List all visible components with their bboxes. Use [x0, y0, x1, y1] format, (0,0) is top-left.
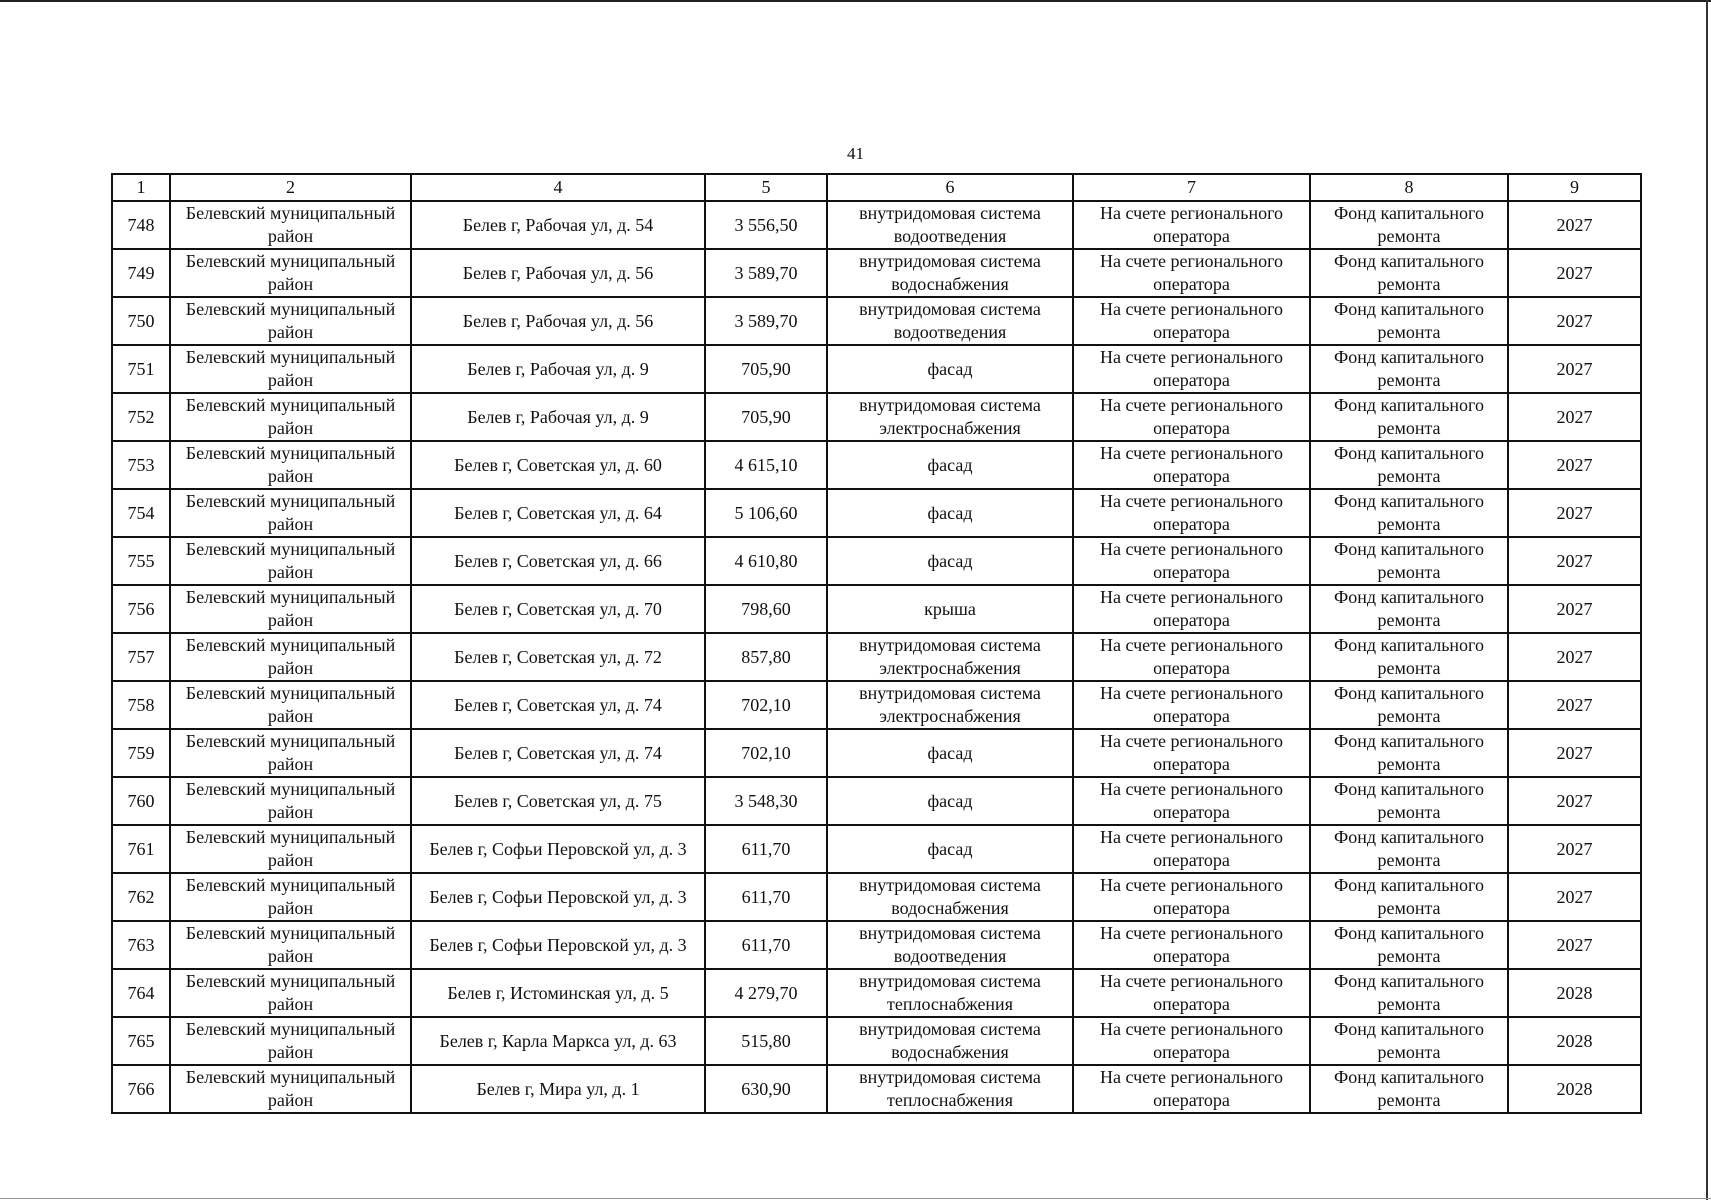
planned-year-cell: 2027: [1508, 729, 1641, 777]
area-cell: 702,10: [705, 681, 827, 729]
funding-source-cell: Фонд капитального ремонта: [1310, 681, 1508, 729]
fund-account-cell: На счете регионального оператора: [1073, 393, 1310, 441]
table-row: [112, 489, 1641, 537]
structural-element-cell: фасад: [827, 441, 1073, 489]
fund-account-cell: На счете регионального оператора: [1073, 489, 1310, 537]
column-header-4: 4: [411, 174, 705, 201]
fund-account-cell: На счете регионального оператора: [1073, 537, 1310, 585]
row-number-cell: 762: [112, 873, 170, 921]
fund-account-cell: На счете регионального оператора: [1073, 249, 1310, 297]
address-cell: Белев г, Софьи Перовской ул, д. 3: [411, 825, 705, 873]
municipality-cell: Белевский муниципальный район: [170, 873, 411, 921]
row-number-cell: 758: [112, 681, 170, 729]
column-header-7: 7: [1073, 174, 1310, 201]
planned-year-cell: 2028: [1508, 1065, 1641, 1113]
table-row: [112, 969, 1641, 1017]
municipality-cell: Белевский муниципальный район: [170, 825, 411, 873]
row-number-cell: 752: [112, 393, 170, 441]
fund-account-cell: На счете регионального оператора: [1073, 1065, 1310, 1113]
structural-element-cell: фасад: [827, 345, 1073, 393]
municipality-cell: Белевский муниципальный район: [170, 777, 411, 825]
funding-source-cell: Фонд капитального ремонта: [1310, 729, 1508, 777]
structural-element-cell: фасад: [827, 729, 1073, 777]
funding-source-cell: Фонд капитального ремонта: [1310, 297, 1508, 345]
structural-element-cell: внутридомовая система водоотведения: [827, 201, 1073, 249]
row-number-cell: 750: [112, 297, 170, 345]
structural-element-cell: фасад: [827, 489, 1073, 537]
column-header-5: 5: [705, 174, 827, 201]
row-number-cell: 765: [112, 1017, 170, 1065]
fund-account-cell: На счете регионального оператора: [1073, 873, 1310, 921]
address-cell: Белев г, Мира ул, д. 1: [411, 1065, 705, 1113]
column-number-row: [112, 174, 1641, 201]
address-cell: Белев г, Рабочая ул, д. 56: [411, 249, 705, 297]
row-number-cell: 759: [112, 729, 170, 777]
planned-year-cell: 2028: [1508, 969, 1641, 1017]
fund-account-cell: На счете регионального оператора: [1073, 441, 1310, 489]
table-row: [112, 777, 1641, 825]
structural-element-cell: внутридомовая система электроснабжения: [827, 633, 1073, 681]
table-row: [112, 681, 1641, 729]
funding-source-cell: Фонд капитального ремонта: [1310, 489, 1508, 537]
fund-account-cell: На счете регионального оператора: [1073, 345, 1310, 393]
area-cell: 857,80: [705, 633, 827, 681]
fund-account-cell: На счете регионального оператора: [1073, 201, 1310, 249]
planned-year-cell: 2027: [1508, 825, 1641, 873]
funding-source-cell: Фонд капитального ремонта: [1310, 1065, 1508, 1113]
planned-year-cell: 2027: [1508, 921, 1641, 969]
municipality-cell: Белевский муниципальный район: [170, 489, 411, 537]
address-cell: Белев г, Карла Маркса ул, д. 63: [411, 1017, 705, 1065]
address-cell: Белев г, Рабочая ул, д. 54: [411, 201, 705, 249]
municipality-cell: Белевский муниципальный район: [170, 201, 411, 249]
table-row: [112, 537, 1641, 585]
municipality-cell: Белевский муниципальный район: [170, 441, 411, 489]
structural-element-cell: внутридомовая система водоснабжения: [827, 873, 1073, 921]
fund-account-cell: На счете регионального оператора: [1073, 729, 1310, 777]
address-cell: Белев г, Советская ул, д. 66: [411, 537, 705, 585]
area-cell: 798,60: [705, 585, 827, 633]
area-cell: 5 106,60: [705, 489, 827, 537]
municipality-cell: Белевский муниципальный район: [170, 681, 411, 729]
address-cell: Белев г, Истоминская ул, д. 5: [411, 969, 705, 1017]
planned-year-cell: 2027: [1508, 537, 1641, 585]
funding-source-cell: Фонд капитального ремонта: [1310, 921, 1508, 969]
structural-element-cell: фасад: [827, 777, 1073, 825]
planned-year-cell: 2027: [1508, 681, 1641, 729]
funding-source-cell: Фонд капитального ремонта: [1310, 633, 1508, 681]
table-row: [112, 201, 1641, 249]
area-cell: 630,90: [705, 1065, 827, 1113]
table-row: [112, 1017, 1641, 1065]
municipality-cell: Белевский муниципальный район: [170, 1065, 411, 1113]
area-cell: 4 610,80: [705, 537, 827, 585]
structural-element-cell: внутридомовая система теплоснабжения: [827, 969, 1073, 1017]
table-row: [112, 585, 1641, 633]
funding-source-cell: Фонд капитального ремонта: [1310, 345, 1508, 393]
municipality-cell: Белевский муниципальный район: [170, 585, 411, 633]
capital-repair-table: [111, 173, 1642, 1114]
structural-element-cell: внутридомовая система электроснабжения: [827, 681, 1073, 729]
area-cell: 4 279,70: [705, 969, 827, 1017]
table-row: [112, 345, 1641, 393]
scan-right-border: [1706, 0, 1708, 1200]
row-number-cell: 755: [112, 537, 170, 585]
area-cell: 705,90: [705, 345, 827, 393]
table-row: [112, 393, 1641, 441]
structural-element-cell: внутридомовая система водоснабжения: [827, 1017, 1073, 1065]
planned-year-cell: 2027: [1508, 873, 1641, 921]
table-row: [112, 873, 1641, 921]
address-cell: Белев г, Советская ул, д. 64: [411, 489, 705, 537]
address-cell: Белев г, Советская ул, д. 75: [411, 777, 705, 825]
planned-year-cell: 2027: [1508, 633, 1641, 681]
fund-account-cell: На счете регионального оператора: [1073, 825, 1310, 873]
funding-source-cell: Фонд капитального ремонта: [1310, 777, 1508, 825]
planned-year-cell: 2027: [1508, 249, 1641, 297]
fund-account-cell: На счете регионального оператора: [1073, 681, 1310, 729]
funding-source-cell: Фонд капитального ремонта: [1310, 825, 1508, 873]
scan-top-border: [0, 0, 1711, 2]
address-cell: Белев г, Советская ул, д. 74: [411, 729, 705, 777]
row-number-cell: 763: [112, 921, 170, 969]
structural-element-cell: внутридомовая система теплоснабжения: [827, 1065, 1073, 1113]
funding-source-cell: Фонд капитального ремонта: [1310, 585, 1508, 633]
column-header-2: 2: [170, 174, 411, 201]
table-row: [112, 249, 1641, 297]
table-row: [112, 633, 1641, 681]
table-body: [112, 201, 1641, 1113]
row-number-cell: 749: [112, 249, 170, 297]
funding-source-cell: Фонд капитального ремонта: [1310, 537, 1508, 585]
fund-account-cell: На счете регионального оператора: [1073, 921, 1310, 969]
structural-element-cell: крыша: [827, 585, 1073, 633]
column-header-9: 9: [1508, 174, 1641, 201]
row-number-cell: 761: [112, 825, 170, 873]
fund-account-cell: На счете регионального оператора: [1073, 969, 1310, 1017]
table-row: [112, 921, 1641, 969]
row-number-cell: 757: [112, 633, 170, 681]
address-cell: Белев г, Рабочая ул, д. 9: [411, 345, 705, 393]
funding-source-cell: Фонд капитального ремонта: [1310, 393, 1508, 441]
municipality-cell: Белевский муниципальный район: [170, 297, 411, 345]
column-header-8: 8: [1310, 174, 1508, 201]
scan-bottom-border: [0, 1198, 1711, 1199]
fund-account-cell: На счете регионального оператора: [1073, 633, 1310, 681]
structural-element-cell: внутридомовая система водоотведения: [827, 921, 1073, 969]
address-cell: Белев г, Советская ул, д. 74: [411, 681, 705, 729]
column-header-6: 6: [827, 174, 1073, 201]
planned-year-cell: 2027: [1508, 585, 1641, 633]
structural-element-cell: внутридомовая система водоотведения: [827, 297, 1073, 345]
area-cell: 3 548,30: [705, 777, 827, 825]
row-number-cell: 764: [112, 969, 170, 1017]
area-cell: 3 589,70: [705, 297, 827, 345]
planned-year-cell: 2027: [1508, 441, 1641, 489]
row-number-cell: 754: [112, 489, 170, 537]
row-number-cell: 751: [112, 345, 170, 393]
structural-element-cell: фасад: [827, 537, 1073, 585]
municipality-cell: Белевский муниципальный район: [170, 345, 411, 393]
funding-source-cell: Фонд капитального ремонта: [1310, 873, 1508, 921]
municipality-cell: Белевский муниципальный район: [170, 633, 411, 681]
table-row: [112, 825, 1641, 873]
address-cell: Белев г, Рабочая ул, д. 9: [411, 393, 705, 441]
column-header-1: 1: [112, 174, 170, 201]
municipality-cell: Белевский муниципальный район: [170, 729, 411, 777]
page-number: 41: [847, 144, 864, 163]
address-cell: Белев г, Рабочая ул, д. 56: [411, 297, 705, 345]
municipality-cell: Белевский муниципальный район: [170, 537, 411, 585]
fund-account-cell: На счете регионального оператора: [1073, 297, 1310, 345]
table-row: [112, 729, 1641, 777]
area-cell: 611,70: [705, 825, 827, 873]
table-row: [112, 441, 1641, 489]
planned-year-cell: 2028: [1508, 1017, 1641, 1065]
row-number-cell: 766: [112, 1065, 170, 1113]
municipality-cell: Белевский муниципальный район: [170, 921, 411, 969]
municipality-cell: Белевский муниципальный район: [170, 1017, 411, 1065]
funding-source-cell: Фонд капитального ремонта: [1310, 201, 1508, 249]
area-cell: 515,80: [705, 1017, 827, 1065]
funding-source-cell: Фонд капитального ремонта: [1310, 1017, 1508, 1065]
row-number-cell: 760: [112, 777, 170, 825]
table-row: [112, 1065, 1641, 1113]
planned-year-cell: 2027: [1508, 297, 1641, 345]
row-number-cell: 756: [112, 585, 170, 633]
structural-element-cell: внутридомовая система водоснабжения: [827, 249, 1073, 297]
address-cell: Белев г, Советская ул, д. 60: [411, 441, 705, 489]
planned-year-cell: 2027: [1508, 489, 1641, 537]
funding-source-cell: Фонд капитального ремонта: [1310, 441, 1508, 489]
row-number-cell: 748: [112, 201, 170, 249]
table-row: [112, 297, 1641, 345]
planned-year-cell: 2027: [1508, 393, 1641, 441]
planned-year-cell: 2027: [1508, 201, 1641, 249]
fund-account-cell: На счете регионального оператора: [1073, 777, 1310, 825]
area-cell: 4 615,10: [705, 441, 827, 489]
area-cell: 611,70: [705, 873, 827, 921]
address-cell: Белев г, Софьи Перовской ул, д. 3: [411, 921, 705, 969]
municipality-cell: Белевский муниципальный район: [170, 969, 411, 1017]
municipality-cell: Белевский муниципальный район: [170, 393, 411, 441]
structural-element-cell: внутридомовая система электроснабжения: [827, 393, 1073, 441]
area-cell: 705,90: [705, 393, 827, 441]
address-cell: Белев г, Советская ул, д. 70: [411, 585, 705, 633]
fund-account-cell: На счете регионального оператора: [1073, 1017, 1310, 1065]
area-cell: 702,10: [705, 729, 827, 777]
fund-account-cell: На счете регионального оператора: [1073, 585, 1310, 633]
address-cell: Белев г, Советская ул, д. 72: [411, 633, 705, 681]
planned-year-cell: 2027: [1508, 777, 1641, 825]
area-cell: 611,70: [705, 921, 827, 969]
area-cell: 3 589,70: [705, 249, 827, 297]
funding-source-cell: Фонд капитального ремонта: [1310, 249, 1508, 297]
municipality-cell: Белевский муниципальный район: [170, 249, 411, 297]
funding-source-cell: Фонд капитального ремонта: [1310, 969, 1508, 1017]
planned-year-cell: 2027: [1508, 345, 1641, 393]
structural-element-cell: фасад: [827, 825, 1073, 873]
row-number-cell: 753: [112, 441, 170, 489]
area-cell: 3 556,50: [705, 201, 827, 249]
address-cell: Белев г, Софьи Перовской ул, д. 3: [411, 873, 705, 921]
